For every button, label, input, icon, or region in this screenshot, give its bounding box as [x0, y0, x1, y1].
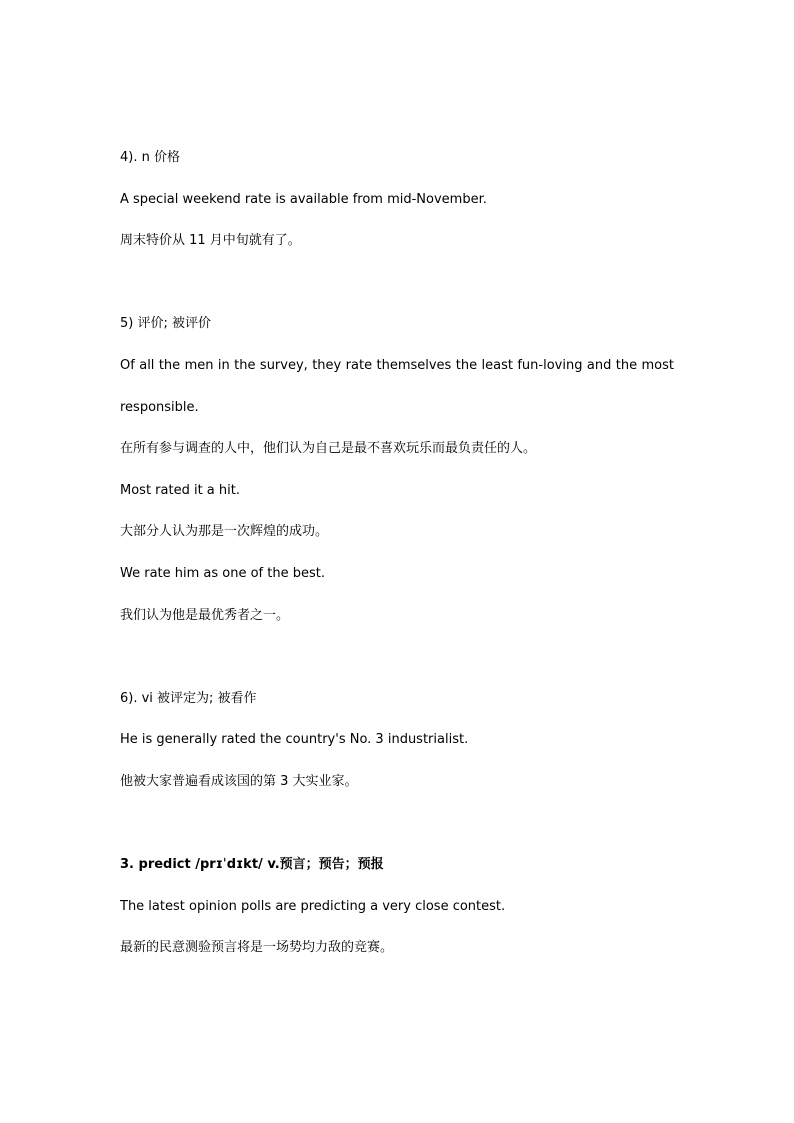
- example-sentence-en-continued: responsible.: [120, 400, 199, 415]
- sense-heading-6: 6). vi 被评定为; 被看作: [120, 691, 257, 706]
- example-sentence-zh: 周末特价从 11 月中旬就有了。: [120, 233, 301, 248]
- vocabulary-entry-heading: 3. predict /prɪˈdɪkt/ v.预言；预告；预报: [120, 857, 384, 872]
- example-sentence-en: Most rated it a hit.: [120, 483, 240, 498]
- example-sentence-zh: 在所有参与调查的人中，他们认为自己是最不喜欢玩乐而最负责任的人。: [120, 441, 537, 456]
- example-sentence-zh: 我们认为他是最优秀者之一。: [120, 608, 290, 623]
- example-sentence-zh: 他被大家普遍看成该国的第 3 大实业家。: [120, 774, 358, 789]
- sense-heading-4: 4). n 价格: [120, 150, 180, 165]
- example-sentence-en: A special weekend rate is available from mid-November.: [120, 192, 487, 207]
- sense-heading-5: 5) 评价; 被评价: [120, 316, 211, 331]
- example-sentence-en: We rate him as one of the best.: [120, 566, 325, 581]
- example-sentence-en: Of all the men in the survey, they rate themselves the least fun-loving and the most: [120, 358, 674, 373]
- example-sentence-zh: 大部分人认为那是一次辉煌的成功。: [120, 524, 329, 539]
- example-sentence-en: He is generally rated the country's No. 3 industrialist.: [120, 732, 469, 747]
- example-sentence-zh: 最新的民意测验预言将是一场势均力敌的竞赛。: [120, 940, 394, 955]
- example-sentence-en: The latest opinion polls are predicting a very close contest.: [120, 899, 506, 914]
